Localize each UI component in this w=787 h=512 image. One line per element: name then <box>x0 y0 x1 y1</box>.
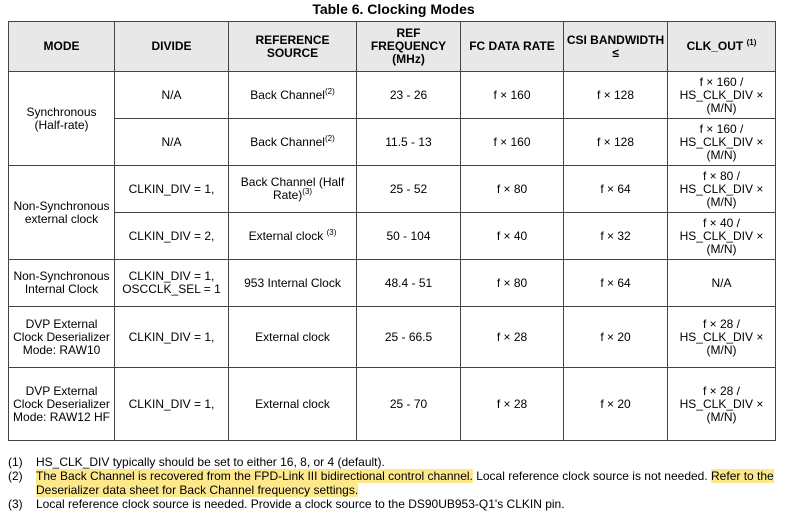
table-row <box>9 307 776 368</box>
footnotes <box>8 455 778 511</box>
clk-out-cell: f × 160 / HS_CLK_DIV × (M/N) <box>668 119 776 166</box>
footnote-ref: (3) <box>302 187 313 196</box>
plain-text: Local reference clock source is not needed. <box>472 469 712 483</box>
ref-frequency-cell: 25 - 66.5 <box>357 307 461 368</box>
footnote-text <box>36 469 778 497</box>
table-row <box>9 72 776 119</box>
mode-cell: Non-Synchronous Internal Clock <box>9 260 115 307</box>
clk-out-cell: f × 80 / HS_CLK_DIV × (M/N) <box>668 166 776 213</box>
footnote-number: (1) <box>8 455 23 469</box>
header-divide: DIVIDE <box>115 22 229 72</box>
footnote-ref: (2) <box>324 133 335 143</box>
highlighted-text: The Back Channel is recovered from the FPD-Link III bidirectional control channel. <box>36 469 473 483</box>
header-clk-out <box>668 22 776 72</box>
divide-cell: CLKIN_DIV = 1, <box>115 307 229 368</box>
fc-data-rate-cell: f × 28 <box>461 368 564 441</box>
header-row <box>9 22 776 72</box>
ref-frequency-cell: 11.5 - 13 <box>357 119 461 166</box>
reference-source-cell: External clock <box>229 307 357 368</box>
reference-source-text: Back Channel <box>250 87 325 102</box>
csi-bandwidth-cell: f × 20 <box>564 307 668 368</box>
reference-source-cell <box>229 213 357 260</box>
fc-data-rate-cell: f × 40 <box>461 213 564 260</box>
footnote-number: (3) <box>8 497 23 511</box>
mode-cell: Synchronous (Half-rate) <box>9 72 115 166</box>
header-reference-source: REFERENCE SOURCE <box>229 22 357 72</box>
fc-data-rate-cell: f × 160 <box>461 72 564 119</box>
header-ref-frequency: REF FREQUENCY (MHz) <box>357 22 461 72</box>
reference-source-cell: 953 Internal Clock <box>229 260 357 307</box>
divide-cell: CLKIN_DIV = 1, <box>115 368 229 441</box>
ref-frequency-cell: 50 - 104 <box>357 213 461 260</box>
csi-bandwidth-cell: f × 32 <box>564 213 668 260</box>
footnote-number: (2) <box>8 469 23 483</box>
csi-bandwidth-cell: f × 128 <box>564 119 668 166</box>
header-csi-bandwidth: CSI BANDWIDTH ≤ <box>564 22 668 72</box>
clk-out-cell: f × 28 / HS_CLK_DIV × (M/N) <box>668 368 776 441</box>
header-fc-data-rate: FC DATA RATE <box>461 22 564 72</box>
footnote-ref: (3) <box>326 227 337 237</box>
table-row <box>9 260 776 307</box>
footnote-text: Local reference clock source is needed. Provide a clock source to the DS90UB953-Q1's CLKIN pin. <box>36 497 565 511</box>
clk-out-cell: f × 160 / HS_CLK_DIV × (M/N) <box>668 72 776 119</box>
divide-cell: CLKIN_DIV = 2, <box>115 213 229 260</box>
table-row <box>9 213 776 260</box>
mode-cell: DVP External Clock Deserializer Mode: RAW10 <box>9 307 115 368</box>
reference-source-cell <box>229 119 357 166</box>
fc-data-rate-cell: f × 80 <box>461 260 564 307</box>
mode-cell: Non-Synchronous external clock <box>9 166 115 260</box>
clk-out-cell: f × 28 / HS_CLK_DIV × (M/N) <box>668 307 776 368</box>
reference-source-cell <box>229 166 357 213</box>
footnote-ref: (2) <box>324 86 335 96</box>
reference-source-text: Back Channel <box>250 134 325 149</box>
fc-data-rate-cell: f × 28 <box>461 307 564 368</box>
table-row <box>9 119 776 166</box>
reference-source-cell: External clock <box>229 368 357 441</box>
ref-frequency-cell: 25 - 70 <box>357 368 461 441</box>
footnote-1 <box>8 455 778 469</box>
csi-bandwidth-cell: f × 64 <box>564 260 668 307</box>
footnote-text: HS_CLK_DIV typically should be set to either 16, 8, or 4 (default). <box>36 455 385 469</box>
ref-frequency-cell: 48.4 - 51 <box>357 260 461 307</box>
clocking-modes-table <box>8 21 776 441</box>
table-row <box>9 166 776 213</box>
divide-cell: N/A <box>115 72 229 119</box>
reference-source-cell <box>229 72 357 119</box>
ref-frequency-cell: 25 - 52 <box>357 166 461 213</box>
footnote-ref: (1) <box>746 38 757 47</box>
csi-bandwidth-cell: f × 20 <box>564 368 668 441</box>
table-row <box>9 368 776 441</box>
fc-data-rate-cell: f × 80 <box>461 166 564 213</box>
divide-cell: CLKIN_DIV = 1, <box>115 166 229 213</box>
footnote-2 <box>8 469 778 497</box>
reference-source-text: Back Channel (Half Rate) <box>240 175 345 202</box>
header-mode: MODE <box>9 22 115 72</box>
highlighted-text: Refer to the Deserializer data sheet for Back Channel frequency settings. <box>36 469 774 497</box>
fc-data-rate-cell: f × 160 <box>461 119 564 166</box>
table-title: Table 6. Clocking Modes <box>312 1 475 17</box>
mode-cell: DVP External Clock Deserializer Mode: RAW12 HF <box>9 368 115 441</box>
clk-out-cell: N/A <box>668 260 776 307</box>
divide-cell: N/A <box>115 119 229 166</box>
csi-bandwidth-cell: f × 128 <box>564 72 668 119</box>
clk-out-cell: f × 40 / HS_CLK_DIV × (M/N) <box>668 213 776 260</box>
csi-bandwidth-cell: f × 64 <box>564 166 668 213</box>
ref-frequency-cell: 23 - 26 <box>357 72 461 119</box>
divide-cell: CLKIN_DIV = 1, OSCCLK_SEL = 1 <box>115 260 229 307</box>
header-clk-out-label: CLK_OUT <box>686 39 744 53</box>
footnote-3 <box>8 497 778 511</box>
reference-source-text: External clock <box>248 228 324 243</box>
